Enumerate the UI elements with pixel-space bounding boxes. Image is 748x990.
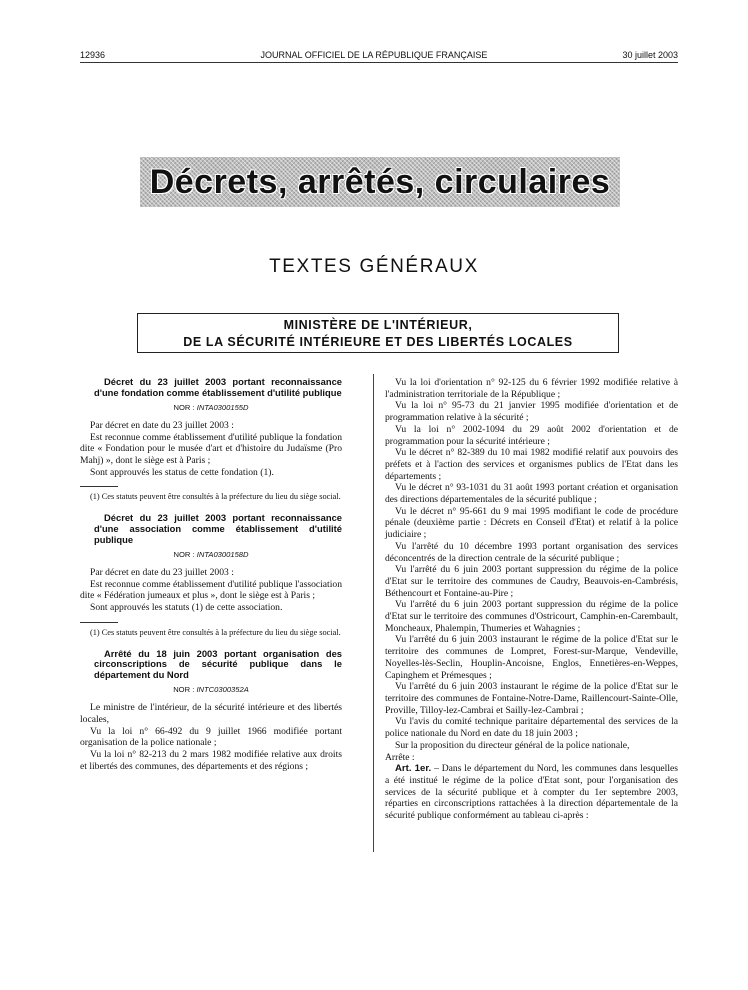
ministry-box [137, 313, 619, 353]
decret1-paragraph: Sont approuvés les status de cette fondation (1). [90, 466, 274, 478]
page-number: 12936 [80, 50, 106, 60]
footnote-rule [80, 486, 118, 487]
visa-paragraph: Vu l'arrêté du 6 juin 2003 instaurant le régime de la police d'Etat sur le territoire des communes de Lompret, Forest-sur-Marque, Vendeville, Noyelles-lès-Seclin, Houplin-Ancoisne, Englos, Ennetières-en-Weppes, Capinghem et Prémesques ; [385, 634, 678, 681]
header-rule [80, 62, 678, 63]
visa-paragraph: Vu l'arrêté du 6 juin 2003 portant suppression du régime de la police d'Etat sur le territoire des communes de Caudry, Beauvois-en-Cambrésis, Béthencourt et Fontaine-au-Pire ; [385, 564, 678, 599]
ministry-line-2: DE LA SÉCURITÉ INTÉRIEURE ET DES LIBERTÉS LOCALES [183, 335, 573, 349]
visa-paragraph: Vu la loi d'orientation n° 92-125 du 6 février 1992 modifiée relative à l'administration territoriale de la République ; [385, 377, 678, 400]
visa-paragraph: Vu l'avis du comité technique paritaire départemental des services de la police nationale du Nord en date du 18 juin 2003 ; [385, 716, 678, 740]
visa-paragraph: Vu l'arrêté du 10 décembre 1993 portant organisation des services déconcentrés de la direction centrale de la sécurité publique ; [385, 540, 678, 564]
arrete-label: Arrête : [385, 751, 415, 763]
issue-date: 30 juillet 2003 [622, 50, 678, 60]
footnote-rule [80, 622, 118, 623]
nor-label: NOR : [173, 685, 195, 695]
nor-code: INTA0300155D [196, 403, 249, 413]
right-column [385, 377, 678, 822]
ministry-line-1: MINISTÈRE DE L'INTÉRIEUR, [283, 318, 473, 332]
column-divider [373, 374, 374, 852]
arrete-paragraph: Le ministre de l'intérieur, de la sécurité intérieure et des libertés locales, [80, 702, 342, 725]
decret1-paragraph: Est reconnue comme établissement d'utilité publique la fondation dite « Fondation pour le musée d'art et d'histoire du Judaïsme (Pro Mahj) », dont le siège est à Paris ; [80, 431, 342, 466]
article-1 [385, 763, 678, 822]
nor-label: NOR : [173, 550, 195, 560]
decret1-paragraph: Par décret en date du 23 juillet 2003 : [90, 419, 234, 431]
decret2-title: Décret du 23 juillet 2003 portant reconnaissance d'une association comme établissement d'utilité publique [94, 512, 342, 545]
arrete-paragraph: Vu la loi n° 66-492 du 9 juillet 1966 modifiée portant organisation de la police nationale ; [80, 725, 342, 749]
journal-title: JOURNAL OFFICIEL DE LA RÉPUBLIQUE FRANÇAISE [260, 50, 488, 60]
decret1-title: Décret du 23 juillet 2003 portant reconnaissance d'une fondation comme établissement d'utilité publique [94, 376, 342, 398]
visa-paragraph: Vu la loi n° 95-73 du 21 janvier 1995 modifiée d'orientation et de programmation relative à la sécurité ; [385, 400, 678, 424]
decret2-footnote: (1) Ces statuts peuvent être consultés à la préfecture du lieu du siège social. [90, 627, 341, 637]
decret1-footnote: (1) Ces statuts peuvent être consultés à la préfecture du lieu du siège social. [90, 492, 341, 502]
decret2-paragraph: Par décret en date du 23 juillet 2003 : [90, 566, 234, 578]
article-label: Art. 1er. [395, 763, 432, 775]
visa-paragraph: Vu le décret n° 82-389 du 10 mai 1982 modifié relatif aux pouvoirs des préfets et à l'action des services et organismes publics de l'Etat dans les départements ; [385, 447, 678, 482]
decret2-nor [80, 549, 342, 561]
article-text: – Dans le département du Nord, les communes dans lesquelles a été institué le régime de la police d'Etat sont, pour l'organisation des services de la sécurité publique et à compter du 1er septembre 2003, réparties en circonscriptions rattachées à la direction départementale de la sécurité publique conformément au tableau ci-après : [385, 763, 678, 822]
section-banner [140, 157, 620, 207]
visa-paragraph: Vu la loi n° 2002-1094 du 29 août 2002 d'orientation et de programmation pour la sécurité intérieure ; [385, 423, 678, 447]
visa-paragraph: Vu l'arrêté du 6 juin 2003 instaurant le régime de la police d'Etat sur le territoire des communes de Fontaine-Notre-Dame, Raillencourt-Sainte-Olle, Proville, Tilloy-lez-Cambrai et Sailly-lez-Cambrai ; [385, 681, 678, 716]
nor-code: INTA0300158D [196, 550, 249, 560]
arrete-title: Arrêté du 18 juin 2003 portant organisation des circonscriptions de sécurité publique dans le département du Nord [94, 647, 342, 680]
section-title: TEXTES GÉNÉRAUX [269, 256, 479, 277]
nor-label: NOR : [173, 403, 195, 413]
left-column [80, 377, 342, 772]
decret2-paragraph: Sont approuvés les statuts (1) de cette association. [90, 602, 283, 613]
decret1-nor [80, 402, 342, 414]
arrete-paragraph: Vu la loi n° 82-213 du 2 mars 1982 modifiée relative aux droits et libertés des communes, des départements et des régions ; [80, 749, 342, 772]
visa-paragraph: Vu le décret n° 95-661 du 9 mai 1995 modifiant le code de procédure pénale (deuxième partie : Décrets en Conseil d'Etat) et relatif à la police judiciaire ; [385, 505, 678, 541]
arrete-nor [80, 684, 342, 696]
visa-paragraph: Vu l'arrêté du 6 juin 2003 portant suppression du régime de la police d'Etat sur le territoire des communes d'Ostricourt, Camphin-en-Carembault, Moncheaux, Phalempin, Thumeries et Wahagnies ; [385, 599, 678, 634]
banner-title: Décrets, arrêtés, circulaires [149, 162, 611, 201]
nor-code: INTC0300352A [196, 685, 249, 695]
decret2-paragraph: Est reconnue comme établissement d'utilité publique l'association dite « Fédération jumeaux et plus », dont le siège est à Paris ; [80, 578, 342, 602]
visa-paragraph: Vu le décret n° 93-1031 du 31 août 1993 portant création et organisation des directions départementales de la sécurité publique ; [385, 482, 678, 506]
visa-paragraph: Sur la proposition du directeur général de la police nationale, [395, 739, 630, 751]
